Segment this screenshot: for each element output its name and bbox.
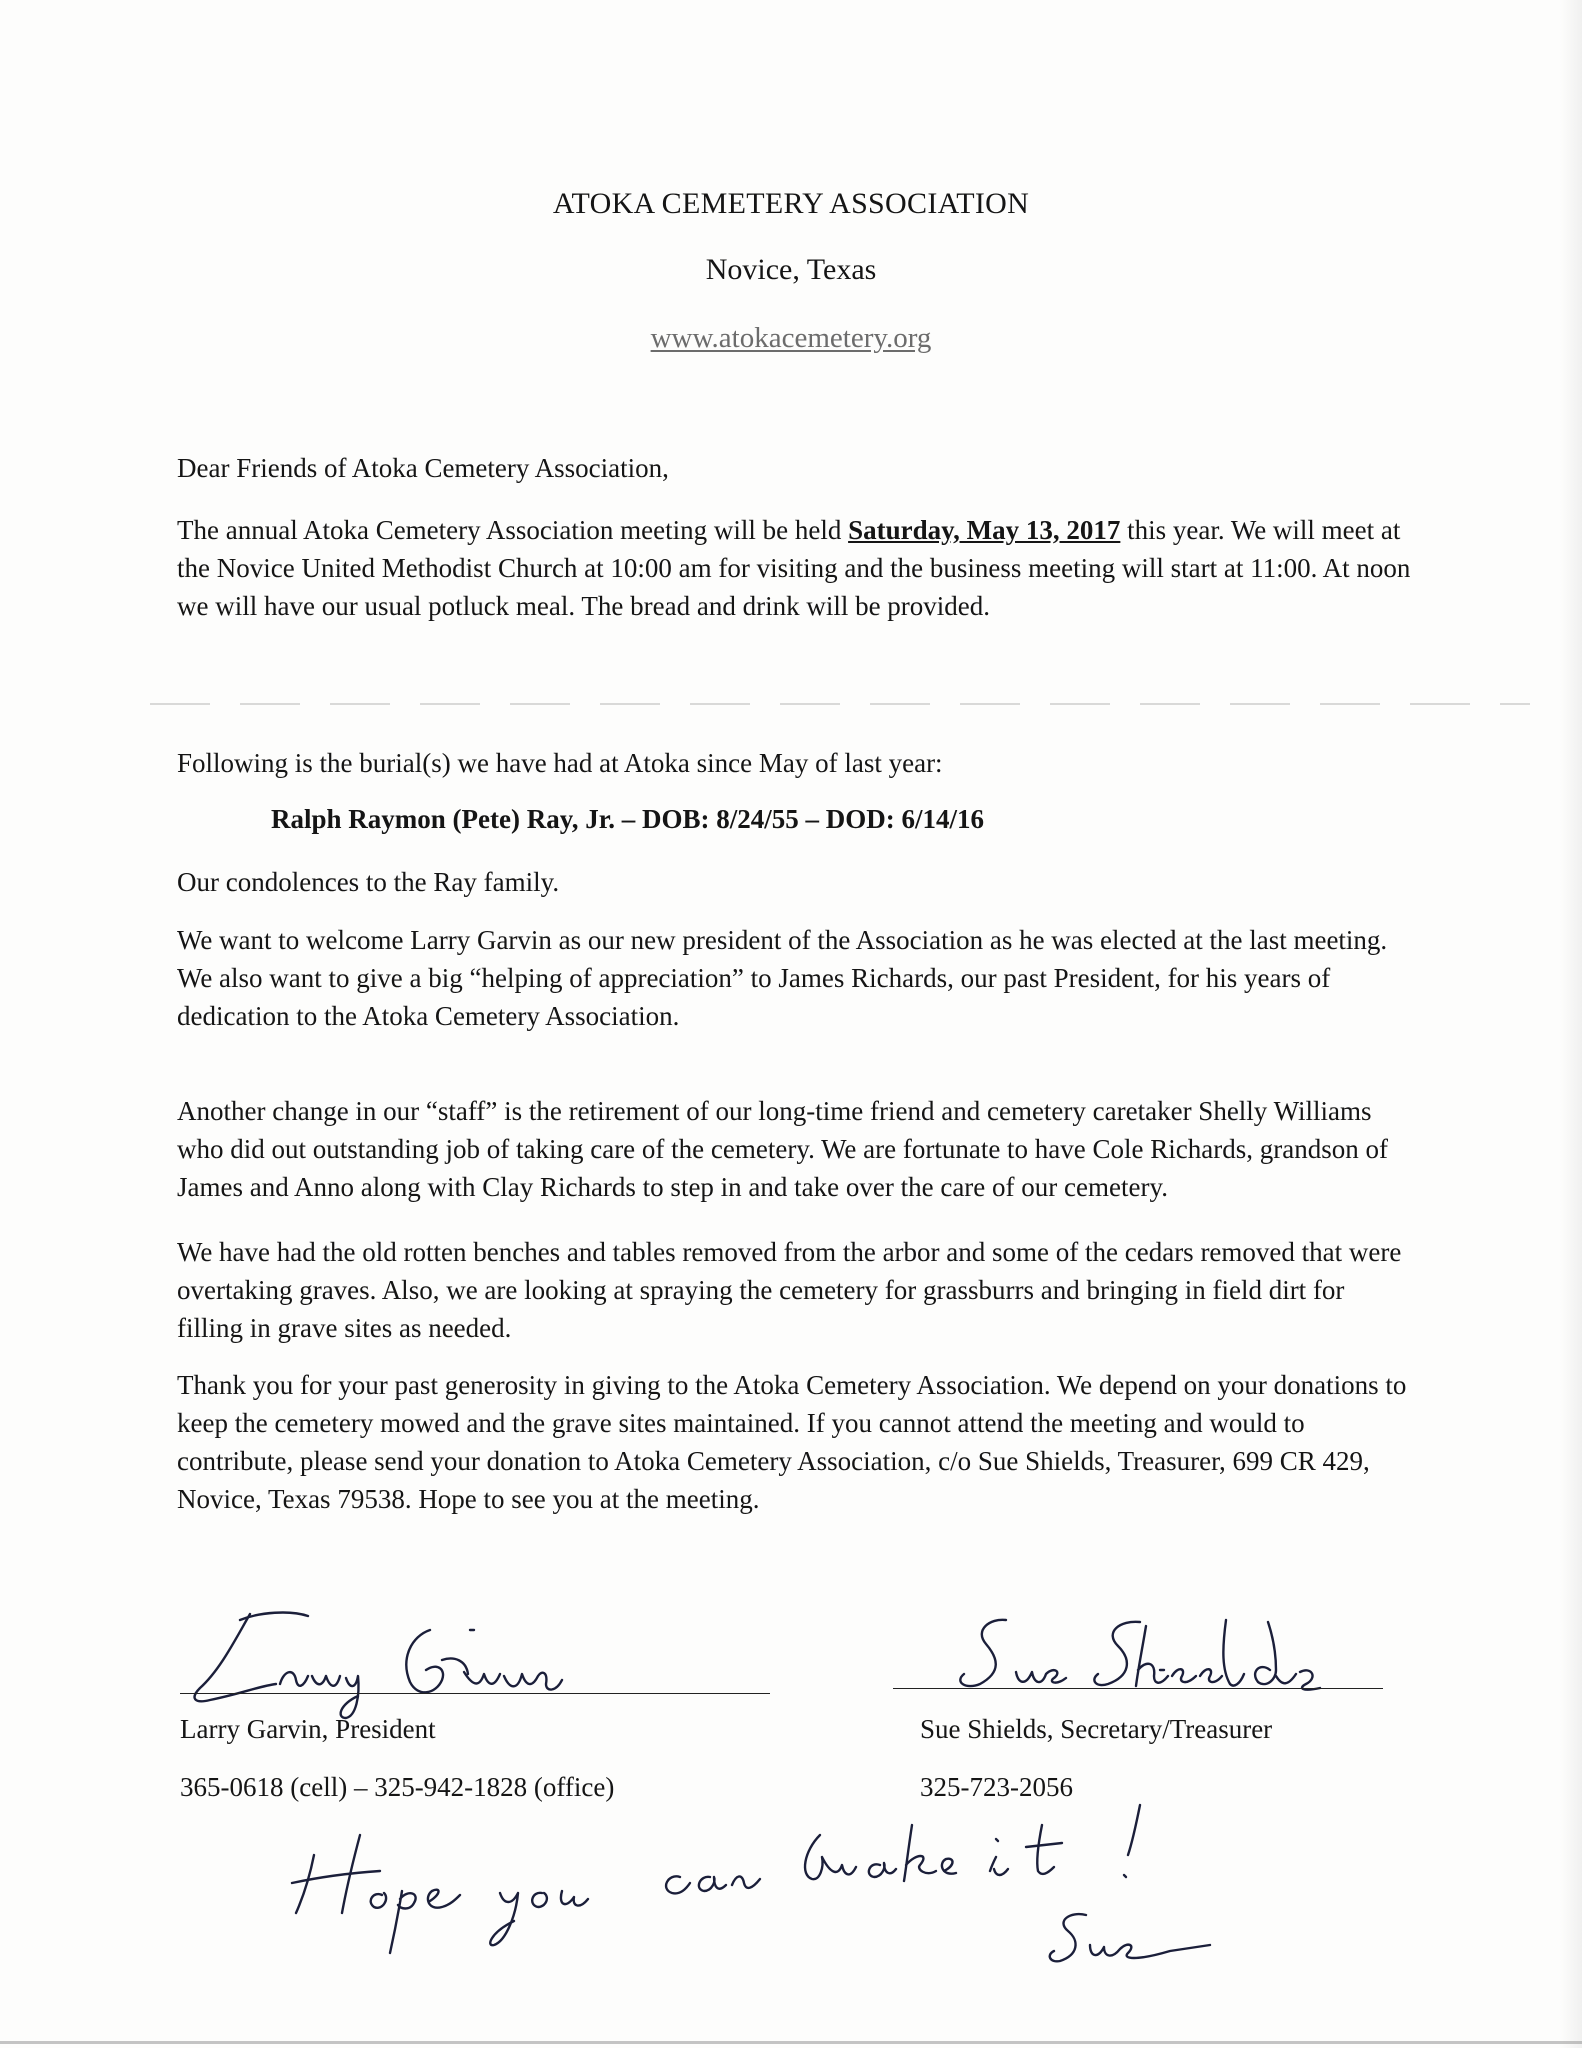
president-phone: 365-0618 (cell) – 325-942-1828 (office) xyxy=(180,1772,615,1802)
treasurer-signature-line xyxy=(893,1688,1383,1689)
meeting-paragraph xyxy=(177,511,1417,625)
president-signature-line xyxy=(180,1693,770,1694)
president-name-title: Larry Garvin, President xyxy=(180,1714,436,1744)
burials-intro: Following is the burial(s) we have had at Atoka since May of last year: xyxy=(177,748,943,778)
burial-entry: Ralph Raymon (Pete) Ray, Jr. – DOB: 8/24/55 – DOD: 6/14/16 xyxy=(271,804,984,834)
meeting-date: Saturday, May 13, 2017 xyxy=(848,515,1121,545)
thanks-paragraph: Thank you for your past generosity in giving to the Atoka Cemetery Association. We depend on your donations to keep the cemetery mowed and the grave sites maintained. If you cannot attend the meeting and would to contribute, please send your donation to Atoka Cemetery Association, c/o Sue Shields, Treasurer, 699 CR 429, Novice, Texas 79538. Hope to see you at the meeting. xyxy=(177,1370,1407,1514)
scan-edge-shadow xyxy=(1560,0,1582,2048)
meeting-text-after: this year. We will meet at the Novice United Methodist Church at 10:00 am for visiting and the business meeting will start at 11:00. At noon we will have our usual potluck meal. The bread and drink will be provided. xyxy=(177,515,1411,621)
organization-title: ATOKA CEMETERY ASSOCIATION xyxy=(552,187,1030,220)
handwritten-note xyxy=(290,1795,1250,1975)
letter-greeting: Dear Friends of Atoka Cemetery Association, xyxy=(177,453,669,483)
organization-location: Novice, Texas xyxy=(705,253,877,286)
treasurer-phone: 325-723-2056 xyxy=(920,1772,1073,1802)
scan-bottom-edge xyxy=(0,2041,1582,2044)
treasurer-name-title: Sue Shields, Secretary/Treasurer xyxy=(920,1714,1273,1744)
paper-fold-line xyxy=(150,703,1530,705)
welcome-paragraph: We want to welcome Larry Garvin as our new president of the Association as he was elected at the last meeting. We also want to give a big “helping of appreciation” to James Richards, our past President, for his years of dedication to the Atoka Cemetery Association. xyxy=(177,925,1388,1031)
benches-paragraph: We have had the old rotten benches and tables removed from the arbor and some of the cedars removed that were overtaking graves. Also, we are looking at spraying the cemetery for grassburrs and bringing in field dirt for filling in grave sites as needed. xyxy=(177,1237,1402,1343)
condolences-paragraph: Our condolences to the Ray family. xyxy=(177,867,560,897)
staff-paragraph: Another change in our “staff” is the retirement of our long-time friend and cemetery caretaker Shelly Williams who did out outstanding job of taking care of the cemetery. We are fortunate to have Cole Richards, grandson of James and Anno along with Clay Richards to step in and take over the care of our cemetery. xyxy=(177,1096,1388,1202)
larry-garvin-signature xyxy=(180,1600,640,1720)
meeting-text-before: The annual Atoka Cemetery Association meeting will be held xyxy=(177,515,849,545)
sue-shields-signature xyxy=(950,1610,1330,1700)
organization-website: www.atokacemetery.org xyxy=(650,322,932,354)
